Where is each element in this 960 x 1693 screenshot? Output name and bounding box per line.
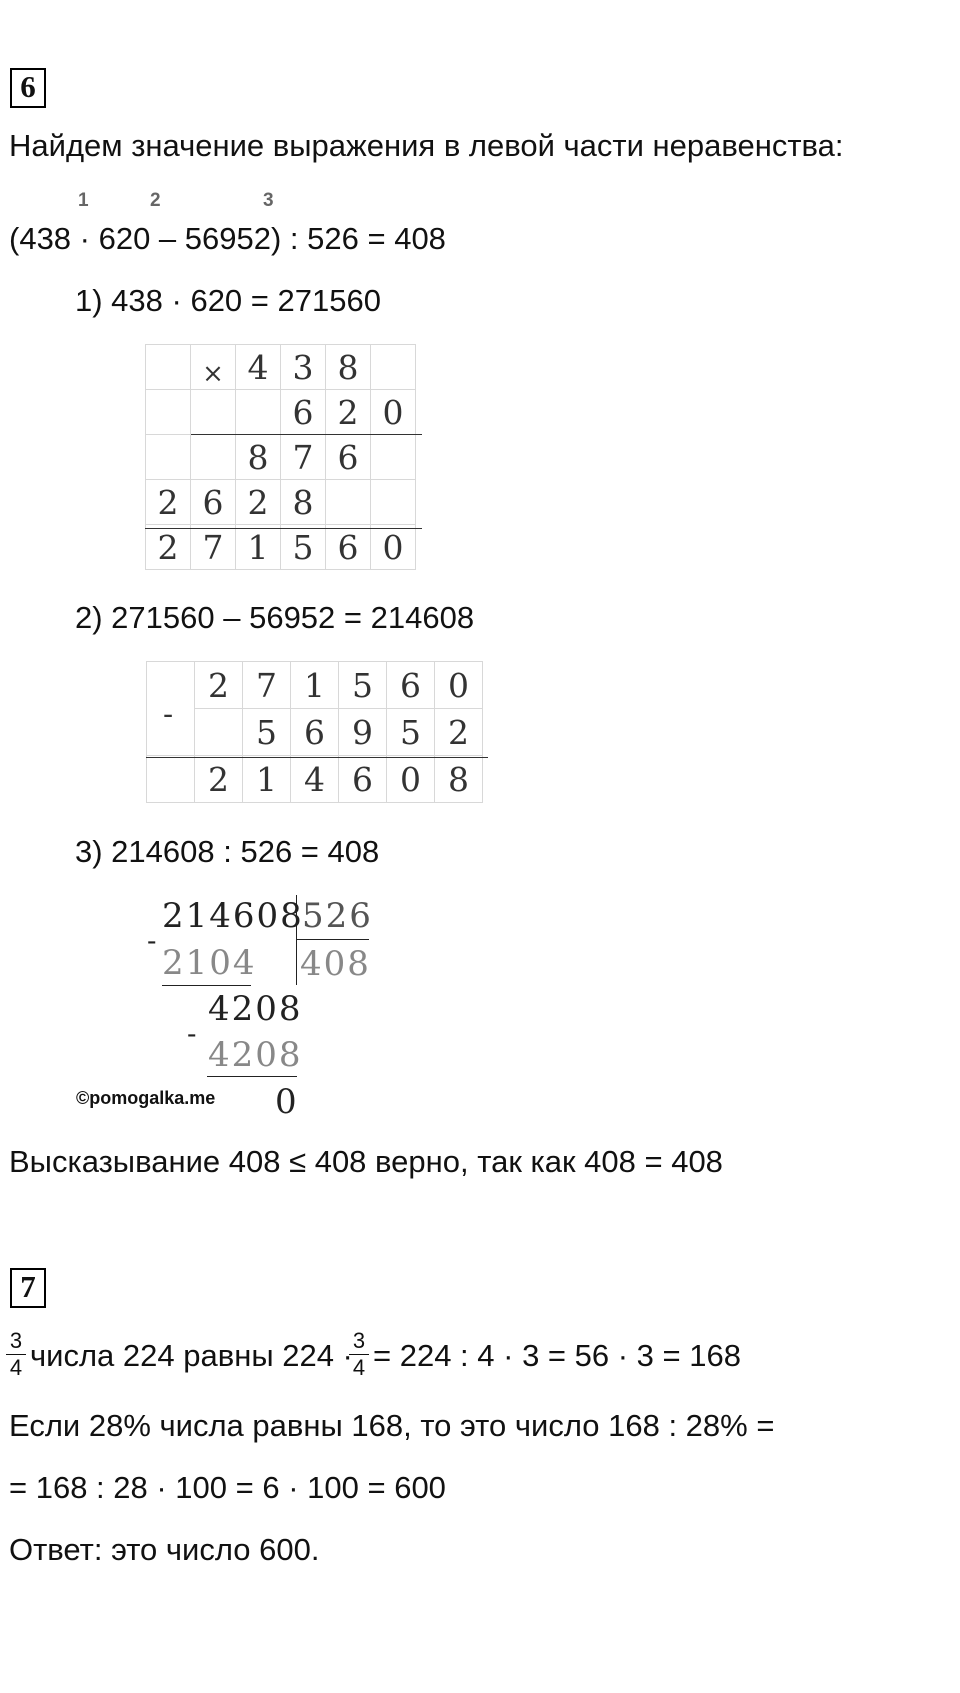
- subtraction-row: [147, 756, 483, 803]
- multiplication-cell: 4: [236, 345, 281, 390]
- multiplication-cell: [146, 345, 191, 390]
- division-subtrahend-1: 2104: [162, 943, 257, 983]
- subtraction-grid: [146, 661, 483, 803]
- fraction-three-quarters-1: [6, 1330, 26, 1379]
- multiplication-line-1: [191, 434, 422, 435]
- task-7-line-1a: числа 224 равны 224 ·: [30, 1338, 353, 1373]
- subtraction-cell: [195, 709, 243, 756]
- multiplication-cell: ×: [191, 345, 236, 390]
- subtraction-cell: 9: [339, 709, 387, 756]
- subtraction-cell: [147, 662, 195, 709]
- multiplication-cell: 8: [326, 345, 371, 390]
- subtraction-cell: [147, 756, 195, 803]
- division-quotient: 408: [300, 944, 371, 984]
- multiplication-cell: 6: [326, 525, 371, 570]
- multiplication-cell: 2: [146, 480, 191, 525]
- subtraction-cell: 0: [435, 662, 483, 709]
- task-6-conclusion: Высказывание 408 ≤ 408 верно, так как 408 = 408: [9, 1144, 723, 1179]
- division-dividend: 214608: [162, 896, 304, 936]
- step-1: 1) 438 · 620 = 271560: [75, 283, 381, 318]
- fraction-numerator: 3: [352, 1328, 366, 1353]
- subtraction-cell: 5: [387, 709, 435, 756]
- watermark: ©pomogalka.me: [76, 1088, 216, 1108]
- task-6-intro: Найдем значение выражения в левой части неравенства:: [9, 128, 844, 163]
- multiplication-cell: 8: [236, 435, 281, 480]
- task-6-expression: (438 · 620 – 56952) : 526 = 408: [9, 221, 446, 256]
- division-remainder-1: 4208: [208, 989, 303, 1029]
- multiplication-cell: 1: [236, 525, 281, 570]
- task-7-line-2: Если 28% числа равны 168, то это число 168 : 28% =: [9, 1408, 775, 1443]
- multiplication-cell: [371, 480, 416, 525]
- multiplication-cell: 2: [146, 525, 191, 570]
- subtraction-cell: 0: [387, 756, 435, 803]
- task-6-number: 6: [10, 68, 46, 108]
- division-divisor: 526: [302, 896, 373, 936]
- multiplication-cell: [191, 390, 236, 435]
- multiplication-cell: [191, 435, 236, 480]
- multiplication-cell: [371, 345, 416, 390]
- division-minus-2: -: [187, 1017, 197, 1050]
- subtraction-cell: 2: [195, 756, 243, 803]
- task-7-line-3: = 168 : 28 · 100 = 6 · 100 = 600: [9, 1470, 446, 1505]
- multiplication-cell: 2: [236, 480, 281, 525]
- division-vertical-line: [296, 895, 297, 985]
- subtraction-cell: 8: [435, 756, 483, 803]
- order-mark-1: 1: [78, 190, 89, 211]
- subtraction-line: [146, 757, 488, 758]
- task-7-line-1b: = 224 : 4 · 3 = 56 · 3 = 168: [373, 1338, 741, 1373]
- multiplication-row: [146, 345, 416, 390]
- multiplication-cell: 6: [326, 435, 371, 480]
- multiplication-cell: [146, 390, 191, 435]
- fraction-three-quarters-2: [349, 1330, 369, 1379]
- subtraction-cell: 5: [243, 709, 291, 756]
- subtraction-row: [147, 709, 483, 756]
- multiplication-cell: 5: [281, 525, 326, 570]
- multiplication-line-2: [145, 528, 422, 529]
- multiplication-row: [146, 525, 416, 570]
- subtraction-cell: 7: [243, 662, 291, 709]
- subtraction-row: [147, 662, 483, 709]
- multiplication-cell: 0: [371, 390, 416, 435]
- subtraction-cell: 2: [195, 662, 243, 709]
- multiplication-cell: [236, 390, 281, 435]
- multiplication-cell: 3: [281, 345, 326, 390]
- subtraction-cell: 6: [291, 709, 339, 756]
- task-7-answer: Ответ: это число 600.: [9, 1532, 320, 1567]
- multiplication-cell: [326, 480, 371, 525]
- step-2: 2) 271560 – 56952 = 214608: [75, 600, 475, 635]
- multiplication-cell: 8: [281, 480, 326, 525]
- fraction-numerator: 3: [9, 1328, 23, 1353]
- multiplication-cell: 7: [191, 525, 236, 570]
- fraction-denominator: 4: [352, 1355, 366, 1380]
- fraction-denominator: 4: [9, 1355, 23, 1380]
- division-line-2: [207, 1076, 297, 1077]
- subtraction-cell: 6: [339, 756, 387, 803]
- multiplication-cell: [371, 435, 416, 480]
- order-mark-3: 3: [263, 190, 274, 211]
- subtraction-cell: 1: [243, 756, 291, 803]
- subtraction-cell: 5: [339, 662, 387, 709]
- subtraction-sign: -: [163, 697, 174, 732]
- multiplication-row: [146, 435, 416, 480]
- division-divisor-line: [297, 939, 369, 940]
- multiplication-grid: [145, 344, 416, 570]
- division-line-1: [162, 985, 251, 986]
- subtraction-cell: 2: [435, 709, 483, 756]
- multiplication-cell: 7: [281, 435, 326, 480]
- multiplication-cell: [146, 435, 191, 480]
- subtraction-cell: 1: [291, 662, 339, 709]
- division-subtrahend-2: 4208: [208, 1035, 303, 1075]
- multiplication-cell: 6: [191, 480, 236, 525]
- order-mark-2: 2: [150, 190, 161, 211]
- step-3: 3) 214608 : 526 = 408: [75, 834, 380, 869]
- multiplication-row: [146, 480, 416, 525]
- multiplication-cell: 2: [326, 390, 371, 435]
- task-7-number: 7: [10, 1268, 46, 1308]
- division-final-remainder: 0: [275, 1082, 297, 1122]
- subtraction-cell: 6: [387, 662, 435, 709]
- subtraction-cell: [147, 709, 195, 756]
- multiplication-cell: 0: [371, 525, 416, 570]
- division-minus-1: -: [147, 924, 157, 957]
- multiplication-cell: 6: [281, 390, 326, 435]
- multiplication-row: [146, 390, 416, 435]
- subtraction-cell: 4: [291, 756, 339, 803]
